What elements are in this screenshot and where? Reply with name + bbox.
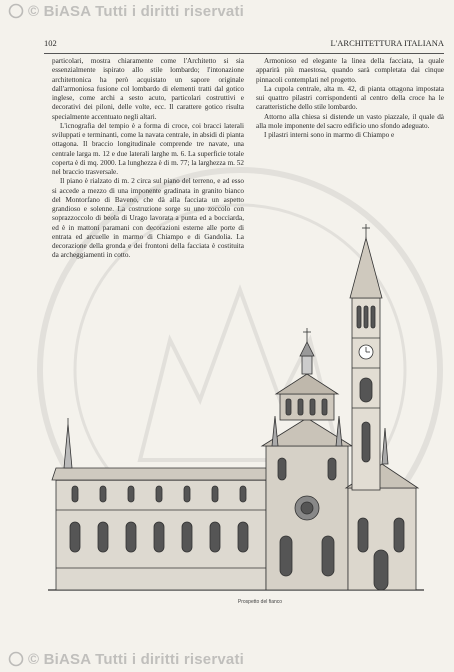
paragraph: particolari, mostra chiaramente come l'Architetto si sia essenzialmente ispirato allo stile lombardo; l'intonazione architettonica ha però acquistato un sapore originale dall'armoniosa fusione col lombardo di elementi tratti dal gotico inglese, come archi a sesto acuto, particolari costruttivi e decorativi dei piloni, delle volte, ecc. Il carattere gotico risulta specialmente accentuato negli altari. [52,57,244,121]
page-number: 102 [44,38,57,48]
right-text-column [256,57,444,140]
copyright-logo-icon [8,651,24,667]
watermark-top [0,0,454,22]
watermark-text: © BiASA Tutti i diritti riservati [28,2,245,20]
paragraph: Il piano è rialzato di m. 2 circa sul piano del terreno, e ad esso si accede a mezzo di una imponente gradinata in granito bianco del Montorfano di Baveno, che dà alla facciata un aspetto grandioso e solenne. La costruzione sorge su uno zoccolo con soprazzoccolo di beola di Urago lavorata a punta ed a bocciarda, ed è in mattoni paramani con decorazioni esterne alle porte di entrata ed arcuelle in marmo di Chiampo e di Gandolia. La decorazione della gronda e dei frontoni della facciata è costituita da archeggiamenti in cotto. [52,177,244,260]
paragraph: I pilastri interni sono in marmo di Chiampo e [264,131,395,139]
header-rule [44,53,444,54]
paragraph: La cupola centrale, alta m. 42, di pianta ottagona impostata sui quattro pilastri corrispondenti al centro della croce ha le caratteristiche dello stile lombardo. [256,84,444,112]
page-header [44,38,444,52]
paragraph: Attorno alla chiesa si distende un vasto piazzale, il quale dà alla mole imponente del sacro edificio uno sfondo adeguato. [256,112,444,130]
watermark-text: © BiASA Tutti i diritti riservati [28,650,245,668]
journal-title: L'ARCHITETTURA ITALIANA [330,38,444,48]
paragraph: L'icnografia del tempio è a forma di croce, coi bracci laterali sviluppati e terminanti, come la navata centrale, in absidi di pianta ottagona. Il braccio longitudinale comprende tre navate, una centrale larga m. 12 e due laterali larghe m. 6. La superficie totale coperta è di mq. 2000. La lunghezza è di m. 77; la larghezza m. 52 nel braccio trasversale. [52,121,244,176]
watermark-bottom [0,648,454,670]
figure-caption: Prospetto del fianco [237,599,283,605]
church-elevation-drawing [48,218,424,598]
paragraph: Armonioso ed elegante la linea della facciata, la quale apparirà più maestosa, quando sarà completata dai cinque pinnacoli contemplati nel progetto. [256,57,444,84]
copyright-logo-icon [8,3,24,19]
